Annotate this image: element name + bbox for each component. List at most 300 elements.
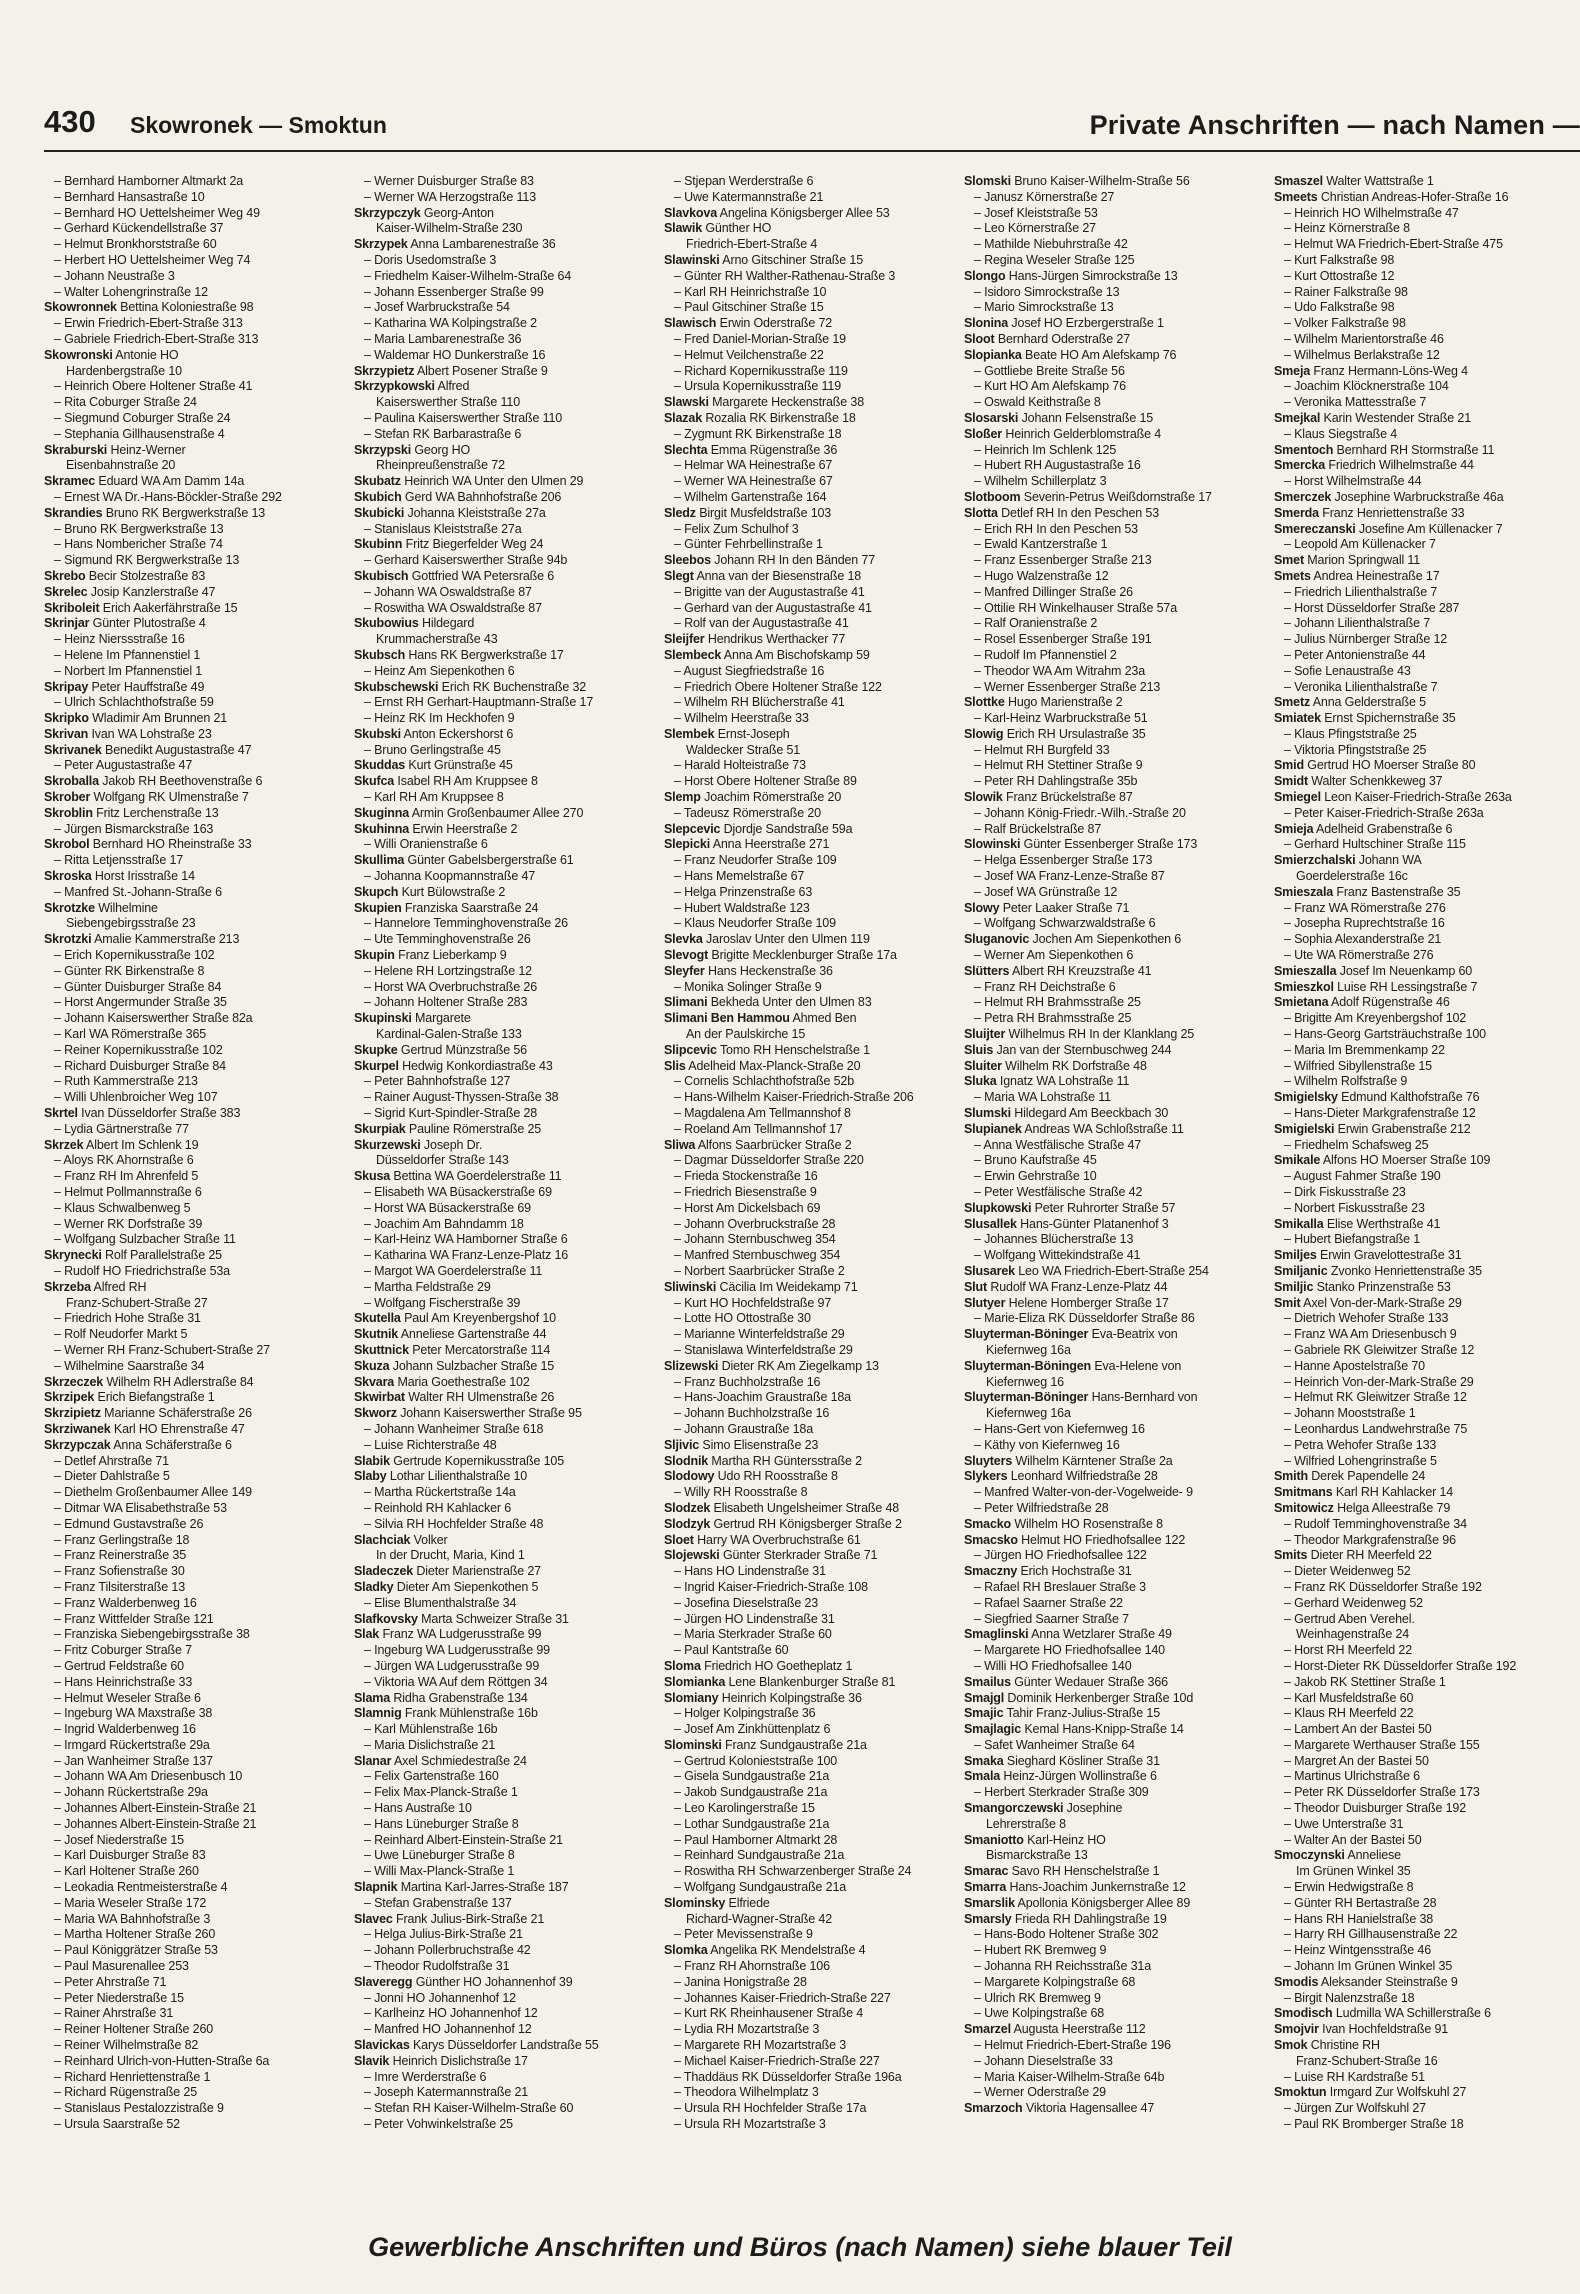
directory-entry: – Roswitha WA Oswaldstraße 87 bbox=[364, 600, 542, 615]
directory-entry: Smerda Franz Henriettenstraße 33 bbox=[1274, 505, 1465, 520]
surname: Smet bbox=[1274, 553, 1304, 568]
directory-entry: – Peter RK Düsseldorfer Straße 173 bbox=[1284, 1785, 1480, 1800]
directory-entry: – Viktoria Pfingststraße 25 bbox=[1284, 742, 1427, 757]
directory-entry: Krummacherstraße 43 bbox=[376, 632, 498, 647]
directory-entry: Sladky Dieter Am Siepenkothen 5 bbox=[354, 1579, 539, 1594]
directory-entry: – Ruth Kammerstraße 213 bbox=[54, 1074, 198, 1089]
directory-entry: Slomianka Lene Blankenburger Straße 81 bbox=[664, 1674, 896, 1689]
directory-entry: – Reiner Kopernikusstraße 102 bbox=[54, 1042, 223, 1057]
surname: Skriboleit bbox=[44, 600, 100, 615]
surname: Slachciak bbox=[354, 1532, 411, 1547]
directory-entry: Sluka Ignatz WA Lohstraße 11 bbox=[964, 1074, 1130, 1089]
directory-entry: Slanar Axel Schmiedestraße 24 bbox=[354, 1753, 527, 1768]
surname: Skubich bbox=[354, 489, 402, 504]
directory-entry: Skroska Horst Irisstraße 14 bbox=[44, 869, 195, 884]
directory-entry: Smitmans Karl RH Kahlacker 14 bbox=[1274, 1485, 1454, 1500]
directory-entry: Smerczek Josephine Warbruckstraße 46a bbox=[1274, 489, 1504, 504]
directory-entry: – Kurt RK Rheinhausener Straße 4 bbox=[674, 2006, 864, 2021]
surname: Skrynecki bbox=[44, 1248, 102, 1263]
directory-entry: – Luise RH Kardstraße 51 bbox=[1284, 2069, 1425, 2084]
surname: Smentoch bbox=[1274, 442, 1334, 457]
directory-entry: – Ralf Brückelstraße 87 bbox=[974, 821, 1102, 836]
directory-entry: – Joachim Am Bahndamm 18 bbox=[364, 1216, 524, 1231]
directory-entry: – Martha Feldstraße 29 bbox=[364, 1279, 491, 1294]
surname: Skrziwanek bbox=[44, 1421, 111, 1436]
directory-entry: – Franz Buchholzstraße 16 bbox=[674, 1374, 821, 1389]
directory-entry: – Wilhelm Gartenstraße 164 bbox=[674, 489, 827, 504]
directory-entry: Slis Adelheid Max-Planck-Straße 20 bbox=[664, 1058, 861, 1073]
directory-columns bbox=[44, 174, 1580, 2132]
directory-entry: Smidt Walter Schenkkeweg 37 bbox=[1274, 774, 1443, 789]
directory-entry: – Gerhard Hultschiner Straße 115 bbox=[1284, 837, 1466, 852]
directory-entry: – Joachim Klöcknerstraße 104 bbox=[1284, 379, 1449, 394]
surname: Slodnik bbox=[664, 1453, 709, 1468]
directory-entry: – Wilhelm Schillerplatz 3 bbox=[974, 474, 1107, 489]
directory-entry: Slevogt Brigitte Mecklenburger Straße 17a bbox=[664, 948, 897, 963]
surname: Smarsly bbox=[964, 1911, 1012, 1926]
directory-entry: – Werner Oderstraße 29 bbox=[974, 2085, 1106, 2100]
surname: Smaka bbox=[964, 1753, 1004, 1768]
directory-entry: – Johanna Koopmannstraße 47 bbox=[364, 869, 536, 884]
directory-entry: – Joseph Katermannstraße 21 bbox=[364, 2085, 529, 2100]
surname: Smieszala bbox=[1274, 884, 1334, 899]
directory-entry: – Hubert RH Augustastraße 16 bbox=[974, 458, 1141, 473]
surname: Smacko bbox=[964, 1516, 1012, 1531]
directory-entry: – Elisabeth WA Büsackerstraße 69 bbox=[364, 1185, 552, 1199]
directory-entry: – Johannes Blücherstraße 13 bbox=[974, 1232, 1134, 1247]
directory-entry: – Erich RH In den Peschen 53 bbox=[974, 521, 1138, 536]
directory-entry: Weinhagenstraße 24 bbox=[1296, 1627, 1410, 1642]
directory-entry: – Heinz RK Im Heckhofen 9 bbox=[364, 711, 515, 726]
surname: Smercka bbox=[1274, 458, 1326, 473]
surname: Smerczek bbox=[1274, 489, 1332, 504]
directory-entry: – Horst-Dieter RK Düsseldorfer Straße 192 bbox=[1284, 1658, 1517, 1673]
directory-entry: Rheinpreußenstraße 72 bbox=[376, 458, 505, 473]
directory-entry: Skurpiak Pauline Römerstraße 25 bbox=[354, 1121, 542, 1136]
directory-entry: Smajlagic Kemal Hans-Knipp-Straße 14 bbox=[964, 1722, 1184, 1737]
directory-entry: – Karl-Heinz WA Hamborner Straße 6 bbox=[364, 1232, 568, 1247]
surname: Slawisch bbox=[664, 316, 717, 331]
directory-entry: – Johann Sternbuschweg 354 bbox=[674, 1232, 836, 1247]
directory-entry: Skupch Kurt Bülowstraße 2 bbox=[354, 884, 506, 899]
directory-entry: – Wilfried Sibyllenstraße 15 bbox=[1284, 1058, 1432, 1073]
directory-entry: – Franz Sofienstraße 30 bbox=[54, 1564, 185, 1579]
surname: Smierzchalski bbox=[1274, 853, 1356, 868]
surname: Sledz bbox=[664, 505, 696, 520]
directory-entry: – Jürgen Bismarckstraße 163 bbox=[54, 821, 214, 836]
directory-entry: – Horst Angermunder Straße 35 bbox=[54, 995, 227, 1010]
directory-entry: – Richard Kopernikusstraße 119 bbox=[674, 363, 848, 378]
directory-entry: – Uwe Lüneburger Straße 8 bbox=[364, 1848, 515, 1863]
directory-entry: Slupkowski Peter Ruhrorter Straße 57 bbox=[964, 1200, 1176, 1215]
surname: Skworz bbox=[354, 1406, 397, 1421]
directory-entry: Skrziwanek Karl HO Ehrenstraße 47 bbox=[44, 1421, 245, 1436]
directory-entry: Sladeczek Dieter Marienstraße 27 bbox=[354, 1564, 541, 1579]
directory-entry: – Wilhelm RH Blücherstraße 41 bbox=[674, 695, 845, 710]
directory-entry: – Theodor Markgrafenstraße 96 bbox=[1284, 1532, 1456, 1547]
directory-entry: Slodzyk Gertrud RH Königsberger Straße 2 bbox=[664, 1516, 902, 1531]
surname: Skrzipek bbox=[44, 1390, 95, 1405]
surname: Skripay bbox=[44, 679, 89, 694]
directory-entry: – Doris Usedomstraße 3 bbox=[364, 252, 497, 267]
directory-entry: – Hannelore Temminghovenstraße 26 bbox=[364, 916, 568, 931]
directory-entry: – Erwin Hedwigstraße 8 bbox=[1284, 1880, 1414, 1895]
directory-entry: Slomski Bruno Kaiser-Wilhelm-Straße 56 bbox=[964, 174, 1190, 188]
directory-entry: – Heinrich Von-der-Mark-Straße 29 bbox=[1284, 1374, 1474, 1389]
directory-entry: Slawik Günther HO bbox=[664, 221, 772, 236]
directory-entry: – August Fahmer Straße 190 bbox=[1284, 1169, 1441, 1184]
surname: Slabik bbox=[354, 1453, 390, 1468]
directory-entry: Smits Dieter RH Meerfeld 22 bbox=[1274, 1548, 1432, 1563]
directory-entry: – Sophia Alexanderstraße 21 bbox=[1284, 932, 1442, 947]
directory-entry: – Johann Buchholzstraße 16 bbox=[674, 1406, 830, 1421]
directory-entry: – Dietrich Wehofer Straße 133 bbox=[1284, 1311, 1449, 1326]
directory-entry: – Wolfgang Wittekindstraße 41 bbox=[974, 1248, 1141, 1263]
directory-entry: – Johann Wanheimer Straße 618 bbox=[364, 1421, 544, 1436]
surname: Sliwinski bbox=[664, 1279, 717, 1294]
directory-entry: Slembek Ernst-Joseph bbox=[664, 726, 790, 741]
directory-entry: Skrzipietz Marianne Schäferstraße 26 bbox=[44, 1406, 252, 1421]
directory-entry: Skowronnek Bettina Koloniestraße 98 bbox=[44, 300, 254, 315]
directory-entry: Slamnig Frank Mühlenstraße 16b bbox=[354, 1706, 538, 1721]
directory-entry: – Sigmund RK Bergwerkstraße 13 bbox=[54, 553, 240, 568]
surname: Skrelec bbox=[44, 584, 88, 599]
directory-entry: – Brigitte Am Kreyenbergshof 102 bbox=[1284, 1011, 1467, 1026]
directory-entry: – Norbert Saarbrücker Straße 2 bbox=[674, 1263, 845, 1278]
surname: Skroska bbox=[44, 869, 92, 884]
directory-entry: – Werner RH Franz-Schubert-Straße 27 bbox=[54, 1342, 270, 1357]
directory-entry: – Peter Kaiser-Friedrich-Straße 263a bbox=[1284, 805, 1484, 820]
directory-entry: Sledz Birgit Musfeldstraße 103 bbox=[664, 505, 832, 520]
surname: Skupin bbox=[354, 948, 395, 963]
directory-entry: – Karl RH Am Kruppsee 8 bbox=[364, 790, 504, 805]
directory-entry: – Johann Mooststraße 1 bbox=[1284, 1406, 1416, 1421]
directory-entry: Skutella Paul Am Kreyenbergshof 10 bbox=[354, 1311, 556, 1326]
directory-entry: – Jürgen HO Lindenstraße 31 bbox=[674, 1611, 835, 1626]
directory-entry: – Horst RH Meerfeld 22 bbox=[1284, 1643, 1412, 1658]
directory-entry: – Peter Ahrstraße 71 bbox=[54, 1974, 167, 1989]
surname: Slegt bbox=[664, 568, 694, 583]
directory-entry: – Helene RH Lortzingstraße 12 bbox=[364, 963, 532, 978]
surname: Smodis bbox=[1274, 1974, 1319, 1989]
directory-entry: – Friedrich Lilienthalstraße 7 bbox=[1284, 584, 1438, 599]
directory-entry: Smeets Christian Andreas-Hofer-Straße 16 bbox=[1274, 189, 1509, 204]
directory-entry: Slykers Leonhard Wilfriedstraße 28 bbox=[964, 1469, 1158, 1484]
surname: Skupke bbox=[354, 1042, 398, 1057]
directory-entry: – Werner Essenberger Straße 213 bbox=[974, 679, 1161, 694]
directory-entry: – Michael Kaiser-Friedrich-Straße 227 bbox=[674, 2053, 880, 2068]
directory-entry: – Stefan RK Barbarastraße 6 bbox=[364, 426, 522, 441]
directory-entry: – Wilhelmus Berlakstraße 12 bbox=[1284, 347, 1440, 362]
directory-entry: – Helmut RK Gleiwitzer Straße 12 bbox=[1284, 1390, 1467, 1405]
directory-entry: Smiljanic Zvonko Henriettenstraße 35 bbox=[1274, 1263, 1482, 1278]
surname: Slizewski bbox=[664, 1358, 719, 1373]
directory-entry: Slomka Angelika RK Mendelstraße 4 bbox=[664, 1943, 866, 1958]
directory-entry: Skrivanek Benedikt Augustastraße 47 bbox=[44, 742, 252, 757]
directory-entry: Skuddas Kurt Grünstraße 45 bbox=[354, 758, 513, 773]
directory-entry: – Stanislawa Winterfeldstraße 29 bbox=[674, 1342, 853, 1357]
directory-entry: Slimani Ben Hammou Ahmed Ben bbox=[664, 1011, 857, 1026]
directory-entry: – Rainer Ahrstraße 31 bbox=[54, 2006, 174, 2021]
surname: Slimani bbox=[664, 995, 708, 1010]
directory-entry: – Theodor Rudolfstraße 31 bbox=[364, 1959, 510, 1974]
directory-entry: Skupke Gertrud Münzstraße 56 bbox=[354, 1042, 527, 1057]
surname: Skuza bbox=[354, 1358, 390, 1373]
directory-entry: Slotboom Severin-Petrus Weißdornstraße 17 bbox=[964, 489, 1212, 504]
directory-entry: – Gerhard Kückendellstraße 37 bbox=[54, 221, 224, 236]
directory-entry: – Petra RH Brahmsstraße 25 bbox=[974, 1011, 1132, 1026]
directory-entry: – Manfred Sternbuschweg 354 bbox=[674, 1248, 841, 1263]
surname: Slama bbox=[354, 1690, 391, 1705]
directory-entry: – Ute Temminghovenstraße 26 bbox=[364, 932, 531, 947]
directory-entry: – August Siegfriedstraße 16 bbox=[674, 663, 825, 678]
surname: Skufca bbox=[354, 774, 395, 789]
directory-entry: – Jürgen HO Friedhofsallee 122 bbox=[974, 1548, 1147, 1563]
directory-entry: – Helmut RH Burgfeld 33 bbox=[974, 742, 1110, 757]
directory-entry: – Rudolf Im Pfannenstiel 2 bbox=[974, 647, 1117, 662]
directory-entry: Skramec Eduard WA Am Damm 14a bbox=[44, 474, 245, 489]
surname: Slaveregg bbox=[354, 1974, 413, 1989]
directory-entry: – Wilhelm Heerstraße 33 bbox=[674, 711, 809, 726]
surname: Slavickas bbox=[354, 2038, 410, 2053]
directory-entry: – Johann Im Grünen Winkel 35 bbox=[1284, 1959, 1453, 1974]
directory-entry: Kiefernweg 16 bbox=[986, 1374, 1064, 1389]
directory-entry: – Dieter Weidenweg 52 bbox=[1284, 1564, 1411, 1579]
directory-entry: Slawinski Arno Gitschiner Straße 15 bbox=[664, 252, 864, 267]
surname: Slotta bbox=[964, 505, 998, 520]
directory-entry: – Johann Holtener Straße 283 bbox=[364, 995, 528, 1010]
directory-entry: Slipcevic Tomo RH Henschelstraße 1 bbox=[664, 1042, 870, 1057]
directory-entry: Smid Gertrud HO Moerser Straße 80 bbox=[1274, 758, 1476, 773]
surname: Slusarek bbox=[964, 1263, 1015, 1278]
directory-entry: – Ernest WA Dr.-Hans-Böckler-Straße 292 bbox=[54, 489, 282, 504]
directory-entry: – Wilhelm Rolfstraße 9 bbox=[1284, 1074, 1408, 1089]
surname: Skubisch bbox=[354, 568, 409, 583]
directory-entry: – Heinz Körnerstraße 8 bbox=[1284, 221, 1410, 236]
directory-entry: Smarslik Apollonia Königsberger Allee 89 bbox=[964, 1895, 1191, 1910]
directory-entry: Skrober Wolfgang RK Ulmenstraße 7 bbox=[44, 790, 249, 805]
surname: Slepicki bbox=[664, 837, 711, 852]
directory-entry: – Martha Holtener Straße 260 bbox=[54, 1927, 216, 1942]
surname: Slamnig bbox=[354, 1706, 402, 1721]
directory-entry: – Karl-Heinz Warbruckstraße 51 bbox=[974, 711, 1148, 726]
directory-entry: – Viktoria WA Auf dem Röttgen 34 bbox=[364, 1674, 548, 1689]
surname: Smigielski bbox=[1274, 1121, 1335, 1136]
surname: Smitmans bbox=[1274, 1485, 1333, 1500]
directory-entry: – Rainer August-Thyssen-Straße 38 bbox=[364, 1090, 559, 1105]
directory-entry: Skupin Franz Lieberkamp 9 bbox=[354, 948, 507, 963]
directory-entry: – Udo Falkstraße 98 bbox=[1284, 300, 1395, 315]
directory-entry: – Heinz Am Siepenkothen 6 bbox=[364, 663, 515, 678]
directory-entry: – Franz RH Im Ahrenfeld 5 bbox=[54, 1169, 199, 1184]
surname: Sluyterman-Böningen bbox=[964, 1358, 1092, 1373]
directory-entry: – Magdalena Am Tellmannshof 8 bbox=[674, 1106, 851, 1121]
directory-entry: Smentoch Bernhard RH Stormstraße 11 bbox=[1274, 442, 1495, 457]
page-header bbox=[44, 100, 1580, 152]
directory-entry: Slojewski Günter Sterkrader Straße 71 bbox=[664, 1548, 878, 1563]
directory-entry: – Katharina WA Kolpingstraße 2 bbox=[364, 316, 537, 331]
directory-entry: – Helmut WA Friedrich-Ebert-Straße 475 bbox=[1284, 237, 1503, 252]
surname: Skrotzke bbox=[44, 900, 95, 915]
surname: Smejkal bbox=[1274, 410, 1321, 425]
directory-column bbox=[664, 174, 966, 2132]
directory-entry: – Uwe Unterstraße 31 bbox=[1284, 1816, 1404, 1831]
surname: Smaczny bbox=[964, 1564, 1018, 1579]
directory-entry: Skroblin Fritz Lerchenstraße 13 bbox=[44, 805, 219, 820]
surname: Slis bbox=[664, 1058, 686, 1073]
directory-entry: – Werner Am Siepenkothen 6 bbox=[974, 948, 1134, 963]
directory-entry: Smacsko Helmut HO Friedhofsallee 122 bbox=[964, 1532, 1186, 1547]
directory-entry: – Detlef Ahrstraße 71 bbox=[54, 1453, 169, 1468]
surname: Skrzypietz bbox=[354, 363, 415, 378]
footer-note: Gewerbliche Anschriften und Büros (nach Namen) siehe blauer Teil bbox=[368, 2232, 1232, 2262]
directory-entry: – Franz Essenberger Straße 213 bbox=[974, 553, 1152, 568]
directory-entry: – Paul RK Bromberger Straße 18 bbox=[1284, 2117, 1464, 2132]
directory-entry: – Frieda Stockenstraße 16 bbox=[674, 1169, 818, 1184]
directory-entry: Slembeck Anna Am Bischofskamp 59 bbox=[664, 647, 870, 662]
surname: Slafkovsky bbox=[354, 1611, 418, 1626]
surname: Skurzewski bbox=[354, 1137, 421, 1152]
surname: Smiljes bbox=[1274, 1248, 1317, 1263]
directory-entry: Smiljes Erwin Gravelottestraße 31 bbox=[1274, 1248, 1462, 1263]
directory-entry: – Julius Nürnberger Straße 12 bbox=[1284, 632, 1448, 647]
directory-entry: – Leo Körnerstraße 27 bbox=[974, 221, 1096, 236]
surname: Skrandies bbox=[44, 505, 103, 520]
surname: Slak bbox=[354, 1627, 380, 1642]
surname: Smieszalla bbox=[1274, 963, 1337, 978]
surname: Sluis bbox=[964, 1042, 994, 1057]
directory-entry: – Dagmar Düsseldorfer Straße 220 bbox=[674, 1153, 864, 1168]
directory-entry: – Jürgen Zur Wolfskuhl 27 bbox=[1284, 2101, 1426, 2116]
directory-entry: – Hans-Gert von Kiefernweg 16 bbox=[974, 1421, 1145, 1436]
directory-entry: – Rudolf HO Friedrichstraße 53a bbox=[54, 1263, 230, 1278]
directory-entry: – Franz Neudorfer Straße 109 bbox=[674, 853, 837, 868]
directory-entry: Sliwa Alfons Saarbrücker Straße 2 bbox=[664, 1137, 852, 1152]
directory-entry: – Johannes Albert-Einstein-Straße 21 bbox=[54, 1816, 257, 1831]
directory-entry: – Jakob RK Stettiner Straße 1 bbox=[1284, 1674, 1446, 1689]
directory-entry: Slawski Margarete Heckenstraße 38 bbox=[664, 395, 865, 410]
directory-entry: Smieszkol Luise RH Lessingstraße 7 bbox=[1274, 979, 1478, 994]
directory-entry: – Margarete Kolpingstraße 68 bbox=[974, 1974, 1136, 1989]
directory-entry: Smejkal Karin Westender Straße 21 bbox=[1274, 410, 1472, 425]
directory-entry: Smaczny Erich Hochstraße 31 bbox=[964, 1564, 1132, 1579]
surname: Smoktun bbox=[1274, 2085, 1327, 2100]
directory-entry: – Heinrich Im Schlenk 125 bbox=[974, 442, 1117, 457]
directory-entry: – Günter Fehrbellinstraße 1 bbox=[674, 537, 823, 552]
directory-entry: – Stephania Gillhausenstraße 4 bbox=[54, 426, 225, 441]
surname: Skrzypczak bbox=[44, 1437, 111, 1452]
directory-entry: Skvara Maria Goethestraße 102 bbox=[354, 1374, 530, 1389]
directory-entry: – Johann Rückertstraße 29a bbox=[54, 1785, 208, 1800]
directory-entry: Smikalla Elise Werthstraße 41 bbox=[1274, 1216, 1441, 1231]
surname: Slodzyk bbox=[664, 1516, 711, 1531]
surname: Slut bbox=[964, 1279, 988, 1294]
directory-entry: – Reinhard Albert-Einstein-Straße 21 bbox=[364, 1832, 563, 1847]
directory-entry: – Bernhard HO Uettelsheimer Weg 49 bbox=[54, 205, 260, 220]
directory-entry: – Lydia Gärtnerstraße 77 bbox=[54, 1121, 189, 1136]
surname: Smiatek bbox=[1274, 711, 1321, 726]
directory-entry: – Reinhard Sundgaustraße 21a bbox=[674, 1848, 845, 1863]
surname: Slominski bbox=[664, 1737, 722, 1752]
directory-entry: – Horst WA Büsackerstraße 69 bbox=[364, 1200, 531, 1215]
directory-entry: Slabik Gertrude Kopernikusstraße 105 bbox=[354, 1453, 565, 1468]
directory-entry: – Gabriele Friedrich-Ebert-Straße 313 bbox=[54, 331, 259, 346]
directory-entry: – Karl Mühlenstraße 16b bbox=[364, 1722, 498, 1737]
directory-entry: – Manfred St.-Johann-Straße 6 bbox=[54, 884, 222, 899]
surname: Skuginna bbox=[354, 805, 410, 820]
directory-entry: Skuginna Armin Großenbaumer Allee 270 bbox=[354, 805, 584, 820]
surname: Sladeczek bbox=[354, 1564, 414, 1579]
directory-entry: – Bruno RK Bergwerkstraße 13 bbox=[54, 521, 224, 536]
directory-entry: Slizewski Dieter RK Am Ziegelkamp 13 bbox=[664, 1358, 879, 1373]
directory-entry: – Manfred HO Johannenhof 12 bbox=[364, 2022, 532, 2037]
directory-entry: – Richard Henriettenstraße 1 bbox=[54, 2069, 211, 2084]
directory-entry: Slepicki Anna Heerstraße 271 bbox=[664, 837, 830, 852]
directory-entry: – Ralf Oranienstraße 2 bbox=[974, 616, 1098, 631]
directory-entry: – Felix Gartenstraße 160 bbox=[364, 1769, 499, 1784]
directory-entry: Slepcevic Djordje Sandstraße 59a bbox=[664, 821, 853, 836]
surname: Sleyfer bbox=[664, 963, 705, 978]
directory-entry: – Josef WA Franz-Lenze-Straße 87 bbox=[974, 869, 1165, 884]
directory-entry: – Friedrich Hohe Straße 31 bbox=[54, 1311, 201, 1326]
directory-entry: – Klaus RH Meerfeld 22 bbox=[1284, 1706, 1414, 1721]
directory-entry: – Käthy von Kiefernweg 16 bbox=[974, 1437, 1120, 1452]
directory-entry: Skrzipek Erich Biefangstraße 1 bbox=[44, 1390, 215, 1405]
directory-entry: – Ursula Kopernikusstraße 119 bbox=[674, 379, 842, 394]
directory-entry: Skubisch Gottfried WA Petersraße 6 bbox=[354, 568, 555, 583]
directory-entry: – Wolfgang Sulzbacher Straße 11 bbox=[54, 1232, 236, 1247]
directory-entry: Smarac Savo RH Henschelstraße 1 bbox=[964, 1864, 1160, 1879]
directory-entry: – Günter RH Bertastraße 28 bbox=[1284, 1895, 1437, 1910]
directory-entry: – Stanislaus Kleiststraße 27a bbox=[364, 521, 522, 536]
directory-entry: – Zygmunt RK Birkenstraße 18 bbox=[674, 426, 842, 441]
directory-entry: – Helmut Veilchenstraße 22 bbox=[674, 347, 824, 362]
directory-entry: Slomiany Heinrich Kolpingstraße 36 bbox=[664, 1690, 862, 1705]
directory-entry: – Paul Masurenallee 253 bbox=[54, 1959, 189, 1974]
directory-entry: – Ursula RH Hochfelder Straße 17a bbox=[674, 2101, 867, 2116]
directory-entry: – Willi HO Friedhofsallee 140 bbox=[974, 1658, 1132, 1673]
directory-entry: Kardinal-Galen-Straße 133 bbox=[376, 1027, 522, 1042]
directory-entry: – Franz RH Deichstraße 6 bbox=[974, 979, 1116, 994]
directory-entry: Slut Rudolf WA Franz-Lenze-Platz 44 bbox=[964, 1279, 1168, 1294]
directory-entry: – Paul Königgrätzer Straße 53 bbox=[54, 1943, 218, 1958]
surname: Sleebos bbox=[664, 553, 711, 568]
directory-entry: Richard-Wagner-Straße 42 bbox=[686, 1911, 832, 1926]
directory-entry: Sleyfer Hans Heckenstraße 36 bbox=[664, 963, 833, 978]
directory-column bbox=[354, 174, 656, 2132]
directory-entry: – Erwin Friedrich-Ebert-Straße 313 bbox=[54, 316, 243, 331]
directory-entry: Sluis Jan van der Sternbuschweg 244 bbox=[964, 1042, 1172, 1057]
surname: Slemp bbox=[664, 790, 701, 805]
surname: Smaniotto bbox=[964, 1832, 1024, 1847]
directory-entry: – Peter Mevissenstraße 9 bbox=[674, 1927, 813, 1942]
directory-entry: Slaveregg Günther HO Johannenhof 39 bbox=[354, 1974, 573, 1989]
directory-entry: – Johann Neustraße 3 bbox=[54, 268, 175, 283]
directory-entry: – Jakob Sundgaustraße 21a bbox=[674, 1785, 828, 1800]
directory-entry: Skurpel Hedwig Konkordiastraße 43 bbox=[354, 1058, 553, 1073]
directory-entry: – Martha Rückertstraße 14a bbox=[364, 1485, 516, 1500]
directory-entry: Skullima Günter Gabelsbergerstraße 61 bbox=[354, 853, 574, 868]
directory-entry: – Lothar Sundgaustraße 21a bbox=[674, 1816, 830, 1831]
directory-entry: – Ritta Letjensstraße 17 bbox=[54, 853, 184, 868]
surname: Sluyters bbox=[964, 1453, 1013, 1468]
directory-entry: – Johann Kaiserswerther Straße 82a bbox=[54, 1011, 253, 1026]
directory-entry: – Josef WA Grünstraße 12 bbox=[974, 884, 1118, 899]
directory-entry: Bismarckstraße 13 bbox=[986, 1848, 1088, 1863]
directory-entry: – Ingeburg WA Maxstraße 38 bbox=[54, 1706, 213, 1721]
directory-entry: – Hans Memelstraße 67 bbox=[674, 869, 805, 884]
surname: Smodisch bbox=[1274, 2006, 1333, 2021]
